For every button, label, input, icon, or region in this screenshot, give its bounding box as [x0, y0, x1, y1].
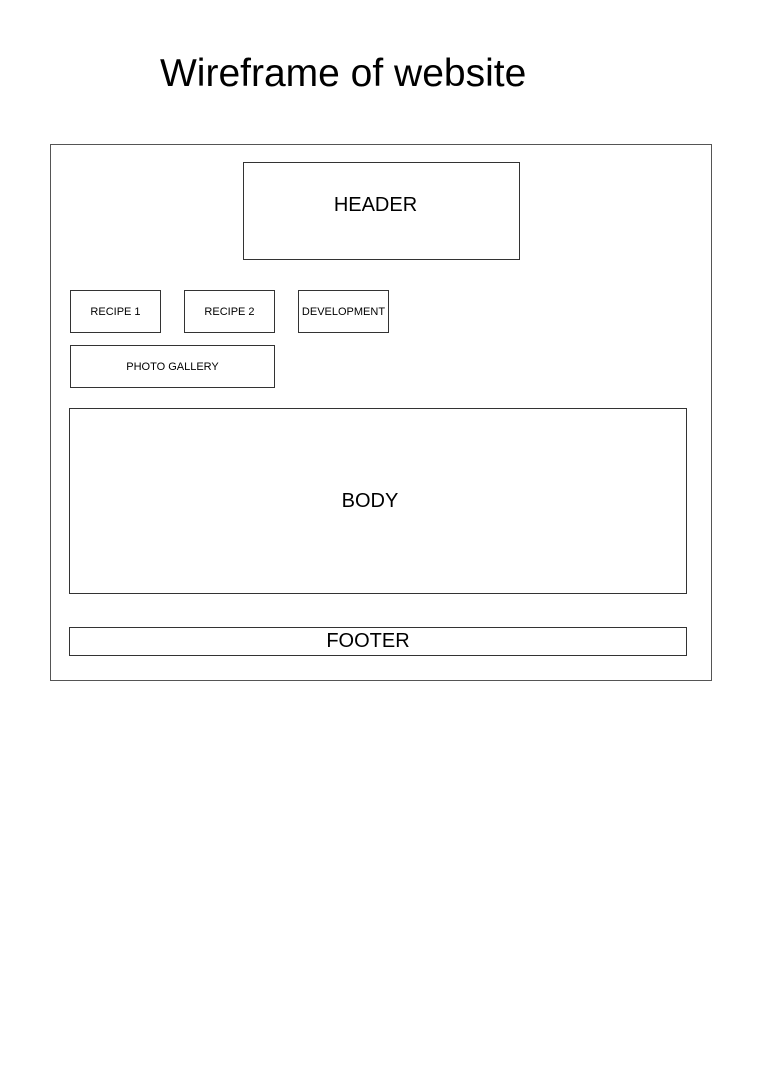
- nav-recipe-1-box[interactable]: [70, 290, 161, 333]
- nav-recipe-2-label: RECIPE 2: [204, 305, 255, 318]
- body-label: BODY: [341, 489, 399, 512]
- footer-label: FOOTER: [326, 630, 410, 652]
- body-box: [69, 408, 687, 594]
- nav-photo-gallery-box[interactable]: [70, 345, 275, 388]
- footer-box: [69, 627, 687, 656]
- header-label: HEADER: [333, 194, 418, 216]
- nav-recipe-1-label: RECIPE 1: [90, 305, 141, 318]
- nav-development-box[interactable]: [298, 290, 389, 333]
- header-box: [243, 162, 520, 260]
- nav-photo-gallery-label: PHOTO GALLERY: [126, 360, 219, 373]
- nav-development-label: DEVELOPMENT: [301, 305, 386, 318]
- nav-recipe-2-box[interactable]: [184, 290, 275, 333]
- page-title: Wireframe of website: [160, 52, 527, 95]
